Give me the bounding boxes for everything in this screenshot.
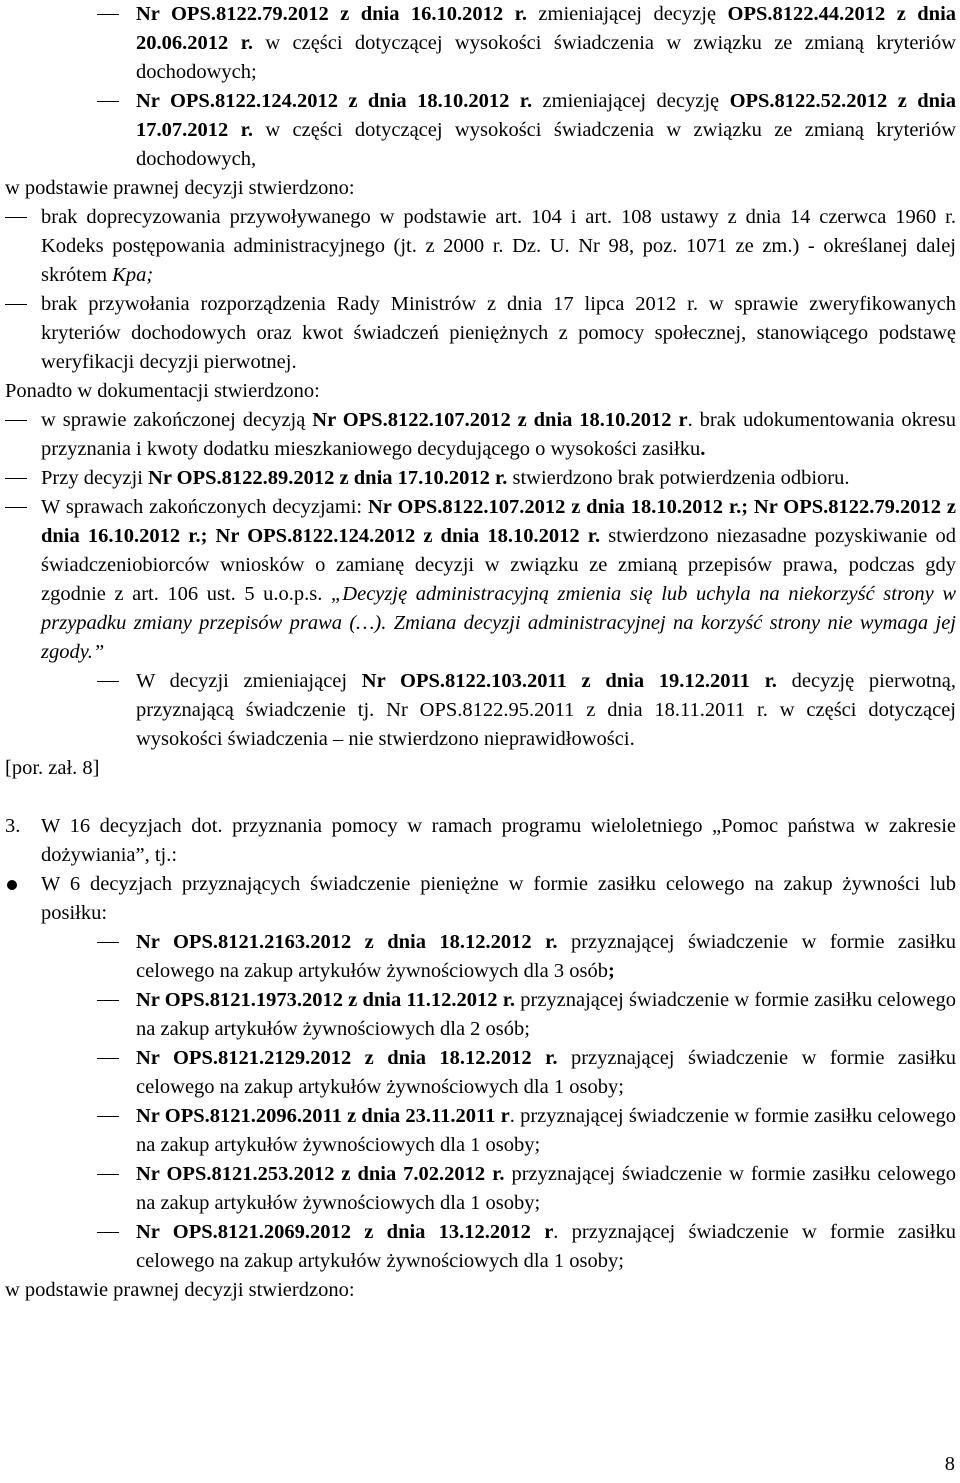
dash-marker xyxy=(97,1116,119,1117)
doc-text: W decyzji zmieniającej xyxy=(136,670,362,692)
decision-ref: OPS.8122.44.2012 z dnia 20.06.2012 r. xyxy=(136,3,957,54)
legal-basis-intro: w podstawie prawnej decyzji stwierdzono: xyxy=(5,177,355,199)
dash-marker xyxy=(5,420,27,421)
finding-item xyxy=(5,203,956,290)
section-number: 3. xyxy=(5,815,21,837)
decision-ref: Nr OPS.8121.2163.2012 z dnia 18.12.2012 r. xyxy=(136,931,558,953)
bullet-text: W 6 decyzjach przyznających świadczenie pieniężne w formie zasiłku celowego na zakup żywności lub posiłku: xyxy=(41,873,956,924)
decision-text: w części dotyczącej wysokości świadczenia w związku ze zmianą kryteriów dochodowych, xyxy=(136,119,957,170)
finding-item xyxy=(5,290,956,377)
decision-text: w części dotyczącej wysokości świadczenia w związku ze zmianą kryteriów dochodowych; xyxy=(136,32,957,83)
dash-marker xyxy=(5,507,27,508)
documentation-item xyxy=(5,464,956,493)
decision-text: zmieniającej decyzję xyxy=(526,3,728,25)
dash-marker xyxy=(97,681,119,682)
decision-item xyxy=(5,1218,956,1276)
dash-marker xyxy=(97,14,119,15)
dash-marker xyxy=(97,1000,119,1001)
decision-text: zmieniającej decyzję xyxy=(532,90,730,112)
spacer xyxy=(5,783,956,812)
finding-text: brak przywołania rozporządzenia Rady Ministrów z dnia 17 lipca 2012 r. w sprawie zweryfikowanych kryteriów dochodowych oraz kwot świadczeń pieniężnych z pomocy społecznej, stanowiącego podstawę weryfikacji decyzji pierwotnej. xyxy=(41,293,956,373)
bullet-icon xyxy=(7,880,17,890)
dash-marker xyxy=(5,217,27,218)
doc-text: . brak udokumentowania okresu przyznania i kwoty dodatku mieszkaniowego decydującego o wysokości zasiłku xyxy=(41,409,956,460)
bullet-item xyxy=(5,870,956,928)
decision-item xyxy=(5,1044,956,1102)
document-page xyxy=(5,0,956,1305)
decision-ref: Nr OPS.8121.2129.2012 z dnia 18.12.2012 r. xyxy=(136,1047,558,1069)
decision-ref: Nr OPS.8122.103.2011 z dnia 19.12.2011 r. xyxy=(361,670,777,692)
decision-text: przyznającej świadczenie w formie zasiłku celowego na zakup artykułów żywnościowych dla 3 osób xyxy=(136,931,956,982)
decision-item xyxy=(5,1160,956,1218)
doc-text: decyzję pierwotną, przyznającą świadczenie tj. Nr OPS.8122.95.2011 z dnia 18.11.2011 r. w części dotyczącej wysokości świadczenia – nie stwierdzono nieprawidłowości. xyxy=(136,670,956,750)
decision-text: . przyznającej świadczenie w formie zasiłku celowego na zakup artykułów żywnościowych dla 1 osoby; xyxy=(136,1221,956,1272)
documentation-item xyxy=(5,493,956,667)
doc-text: stwierdzono niezasadne pozyskiwanie od świadczeniobiorców wniosków o zamianę decyzji w związku ze zmianą przepisów prawa, podczas gdy zgodnie z art. 106 ust. 5 u.o.p.s. xyxy=(41,525,956,605)
decision-punct: ; xyxy=(607,960,615,982)
section-3 xyxy=(5,812,956,870)
doc-text: w sprawie zakończonej decyzją xyxy=(41,409,313,431)
dash-marker xyxy=(5,478,27,479)
decision-text: . przyznającej świadczenie w formie zasiłku celowego na zakup artykułów żywnościowych dla 1 osoby; xyxy=(136,1105,956,1156)
decision-item xyxy=(5,0,956,87)
page-number: 8 xyxy=(944,1453,955,1475)
dash-marker xyxy=(97,1058,119,1059)
finding-text: brak doprecyzowania przywoływanego w podstawie art. 104 i art. 108 ustawy z dnia 14 czerwca 1960 r. Kodeks postępowania administracyjnego (jt. z 2000 r. Dz. U. Nr 98, poz. 1071 ze zm.) - określanej dalej skrótem xyxy=(41,206,956,286)
decision-item xyxy=(5,986,956,1044)
decision-text: przyznającej świadczenie w formie zasiłku celowego na zakup artykułów żywnościowych dla 1 osoby; xyxy=(136,1163,956,1214)
decision-item xyxy=(5,928,956,986)
decision-ref: OPS.8122.52.2012 z dnia 17.07.2012 r. xyxy=(136,90,957,141)
dash-marker xyxy=(5,304,27,305)
decision-ref: Nr OPS.8121.2069.2012 z dnia 13.12.2012 r xyxy=(136,1221,554,1243)
attachment-reference: [por. zał. 8] xyxy=(5,757,100,779)
decision-item xyxy=(5,1102,956,1160)
documentation-subitem xyxy=(5,667,956,754)
legal-basis-intro: w podstawie prawnej decyzji stwierdzono: xyxy=(5,1279,355,1301)
documentation-item xyxy=(5,406,956,464)
decision-text: przyznającej świadczenie w formie zasiłku celowego na zakup artykułów żywnościowych dla 1 osoby; xyxy=(136,1047,956,1098)
decision-ref: Nr OPS.8121.253.2012 z dnia 7.02.2012 r. xyxy=(136,1163,505,1185)
doc-text: stwierdzono brak potwierdzenia odbioru. xyxy=(507,467,850,489)
decision-item xyxy=(5,87,956,174)
decision-ref: Nr OPS.8121.1973.2012 z dnia 11.12.2012 r. xyxy=(136,989,516,1011)
doc-text: W sprawach zakończonych decyzjami: xyxy=(41,496,368,518)
decision-ref: Nr OPS.8122.107.2012 z dnia 18.10.2012 r.; Nr OPS.8122.79.2012 z dnia 16.10.2012 r.; Nr OPS.8122.124.2012 z dnia 18.10.2012 r. xyxy=(41,496,956,547)
section-text: W 16 decyzjach dot. przyznania pomocy w ramach programu wieloletniego „Pomoc państwa w zakresie dożywiania”, tj.: xyxy=(41,815,956,866)
doc-text-bold: . xyxy=(700,438,706,460)
decision-ref: Nr OPS.8121.2096.2011 z dnia 23.11.2011 r xyxy=(136,1105,510,1127)
decision-ref: Nr OPS.8122.79.2012 z dnia 16.10.2012 r. xyxy=(136,3,527,25)
decision-ref: Nr OPS.8122.124.2012 z dnia 18.10.2012 r. xyxy=(136,90,533,112)
decision-ref: Nr OPS.8122.107.2012 z dnia 18.10.2012 r xyxy=(312,409,688,431)
decision-text: przyznającej świadczenie w formie zasiłku celowego na zakup artykułów żywnościowych dla 2 osób; xyxy=(136,989,956,1040)
finding-abbrev: Kpa; xyxy=(112,264,154,286)
decision-ref: Nr OPS.8122.89.2012 z dnia 17.10.2012 r. xyxy=(148,467,508,489)
doc-text: Przy decyzji xyxy=(41,467,149,489)
dash-marker xyxy=(97,101,119,102)
dash-marker xyxy=(97,1232,119,1233)
dash-marker xyxy=(97,942,119,943)
documentation-intro: Ponadto w dokumentacji stwierdzono: xyxy=(5,380,320,402)
dash-marker xyxy=(97,1174,119,1175)
legal-quote: „Decyzję administracyjną zmienia się lub uchyla na niekorzyść strony w przypadku zmiany przepisów prawa (…). Zmiana decyzji administracyjnej na korzyść strony nie wymaga jej zgody.” xyxy=(41,583,956,663)
